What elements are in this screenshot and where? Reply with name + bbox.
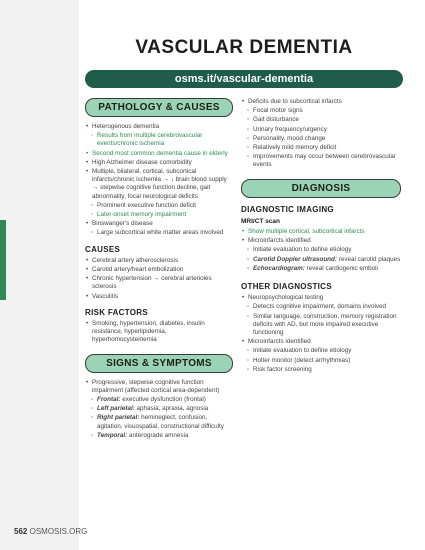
list-item: ◦ Initiate evaluation to define etiology <box>241 347 401 355</box>
list-item: • Multiple, bilateral, cortical, subcortical infarcts/chronic ischemia → ↓ brain blood supply → stepwise cognitive function decline, gait abnormality, focal neurological deficits <box>85 168 233 201</box>
list-item: • Vasculitis <box>85 293 233 301</box>
list-item: ◦ Results from multiple cerebrovascular events/chronic ischemia <box>85 132 233 148</box>
page-number: 562 <box>14 527 28 536</box>
signs-continued-list <box>241 98 401 170</box>
url-banner[interactable]: osms.it/vascular-dementia <box>85 70 403 88</box>
list-item: • Cerebral artery atherosclerosis <box>85 257 233 265</box>
list-item: • Progressive, stepwise cognitive function impairment (affected cortical area-dependent) <box>85 379 233 395</box>
list-item: • Heterogenous dementia <box>85 123 233 131</box>
list-item: ◦ Initiate evaluation to define etiology <box>241 246 401 254</box>
list-item: ◦ Detects cognitive impairment, domains involved <box>241 303 401 311</box>
list-item: ◦ Focal motor signs <box>241 107 401 115</box>
pathology-list <box>85 123 233 238</box>
chapter-tab <box>0 220 6 300</box>
list-item: ◦ Prominent executive function deficit <box>85 202 233 210</box>
right-column <box>241 98 401 375</box>
risk-factors-heading: RISK FACTORS <box>85 307 149 317</box>
left-column <box>85 98 233 441</box>
list-item: ◦ Holter monitor (detect arrhythmias) <box>241 357 401 365</box>
list-item: • Microinfarcts identified <box>241 237 401 245</box>
causes-heading: CAUSES <box>85 244 121 254</box>
list-item: ◦ Gait disturbance <box>241 116 401 124</box>
list-item: • Deficits due to subcortical infarcts <box>241 98 401 106</box>
list-item: ◦ Similar language, construction, memory registration deficits with AD, but more impaired executive functioning <box>241 313 401 338</box>
page-footer <box>14 527 87 536</box>
mri-ct-heading: MRI/CT scan <box>241 217 281 225</box>
signs-list <box>85 379 233 440</box>
list-item: • Second most common dementia cause in elderly <box>85 150 233 158</box>
pathology-causes-heading: PATHOLOGY & CAUSES <box>85 98 233 117</box>
list-item: • Show multiple cortical, subcortical infarcts <box>241 228 401 236</box>
list-item: ◦ Left parietal: aphasia, apraxia, agnosia <box>85 405 233 413</box>
causes-list <box>85 257 233 301</box>
list-item: ◦ Later-onset memory impairment <box>85 211 233 219</box>
list-item: ◦ Frontal: executive dysfunction (frontal) <box>85 396 233 404</box>
list-item: ◦ Temporal: anterograde amnesia <box>85 432 233 440</box>
list-item: • Neuropsychological testing <box>241 294 401 302</box>
imaging-list <box>241 228 401 273</box>
other-diagnostics-list <box>241 294 401 374</box>
list-item: ◦ Carotid Doppler ultrasound: reveal carotid plaques <box>241 256 401 264</box>
list-item: ◦ Urinary frequency/urgency <box>241 126 401 134</box>
list-item: ◦ Relatively mild memory deficit <box>241 144 401 152</box>
footer-site[interactable]: OSMOSIS.ORG <box>29 527 88 536</box>
risk-list <box>85 320 233 345</box>
list-item: ◦ Improvements may occur between cerebrovascular events <box>241 153 401 169</box>
page-title: VASCULAR DEMENTIA <box>135 37 353 58</box>
list-item: • Microinfarcts identified <box>241 338 401 346</box>
list-item: • Carotid artery/heart embolization <box>85 266 233 274</box>
list-item: • High Alzheimer disease comorbidity <box>85 159 233 167</box>
list-item: ◦ Right parietal: hemineglect, confusion, agitation, visuospatial, constructional difficulty <box>85 414 233 430</box>
list-item: ◦ Large subcortical white matter areas involved <box>85 229 233 237</box>
diagnosis-heading: DIAGNOSIS <box>241 179 401 198</box>
list-item: • Binswanger's disease <box>85 220 233 228</box>
list-item: • Chronic hypertension → cerebral arterioles sclerosis <box>85 275 233 291</box>
page-margin-strip <box>0 0 79 550</box>
list-item: ◦ Echocardiogram: reveal cardiogenic emboli <box>241 265 401 273</box>
other-diagnostics-heading: OTHER DIAGNOSTICS <box>241 282 332 292</box>
list-item: ◦ Personality, mood change <box>241 135 401 143</box>
diagnostic-imaging-heading: DIAGNOSTIC IMAGING <box>241 204 334 214</box>
signs-symptoms-heading: SIGNS & SYMPTOMS <box>85 354 233 373</box>
list-item: • Smoking, hypertension, diabetes, insulin resistance, hyperlipidemia, hyperhomocysteinemia <box>85 320 233 345</box>
list-item: ◦ Risk factor screening <box>241 366 401 374</box>
